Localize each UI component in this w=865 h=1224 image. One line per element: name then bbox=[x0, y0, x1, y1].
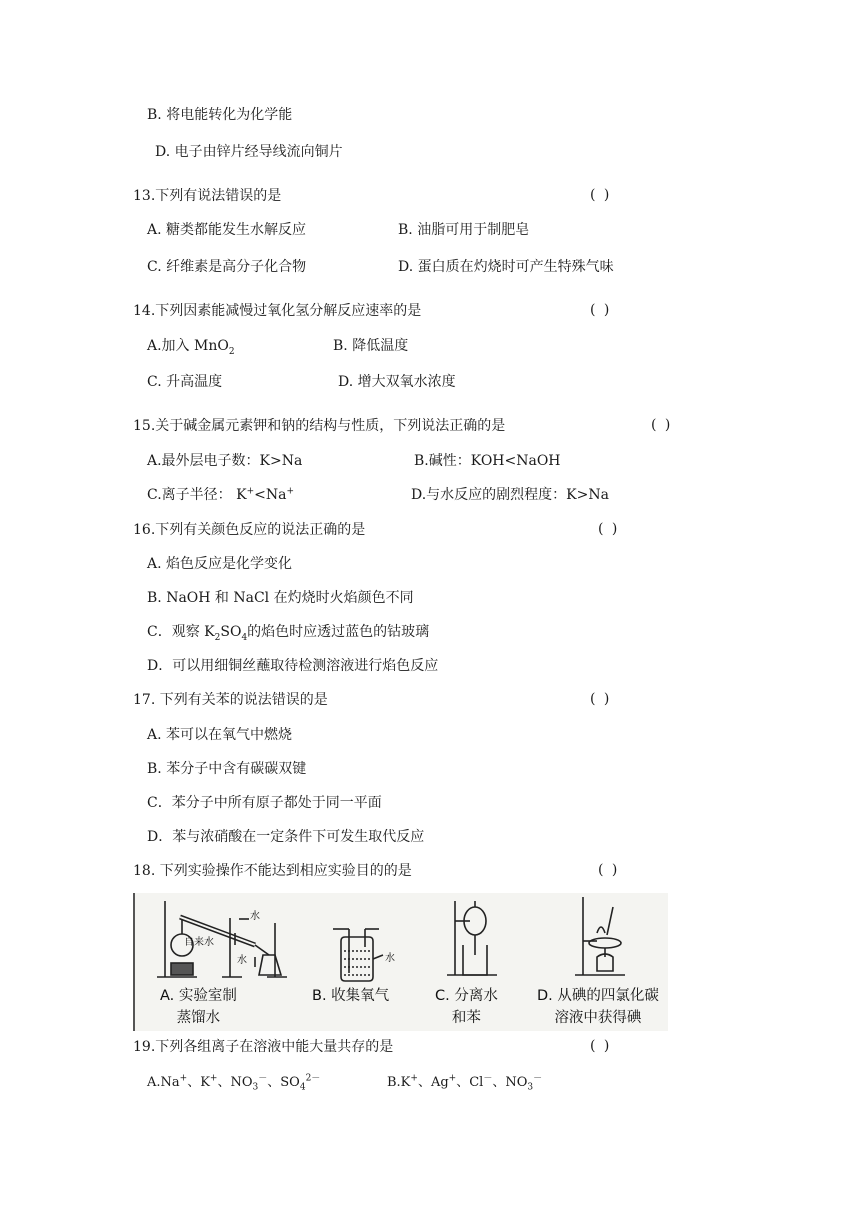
separating-funnel-drawing bbox=[447, 901, 497, 975]
q17-option-a: A. 苯可以在氧气中燃烧 bbox=[147, 727, 293, 743]
caption-b: B. 收集氧气 bbox=[312, 988, 390, 1004]
q13-option-c: C. 纤维素是高分子化合物 bbox=[147, 259, 307, 275]
label-water-bottle: 水 bbox=[385, 953, 395, 964]
q16-option-c: C．观察 $K_2SO_4$的焰色时应透过蓝色的钴玻璃 bbox=[147, 624, 430, 643]
q16-option-b: B. NaOH 和 NaCl 在灼烧时火焰颜色不同 bbox=[147, 590, 414, 606]
q14-option-b: B. 降低温度 bbox=[333, 338, 409, 354]
q14-option-a: A.加入 MnO$_2$ bbox=[147, 338, 235, 357]
q16-option-d: D．可以用细铜丝蘸取待检测溶液进行焰色反应 bbox=[147, 658, 439, 674]
q13-stem: 13.下列有说法错误的是 bbox=[133, 188, 282, 204]
q18-apparatus-figure bbox=[133, 893, 668, 1031]
q14-option-d: D. 增大双氧水浓度 bbox=[338, 374, 456, 390]
q19-option-b: B.K+、Ag+、Cl－、$NO_3^-$ bbox=[387, 1073, 543, 1093]
q13-answer-bracket: ( ) bbox=[590, 187, 612, 203]
label-water-outlet: 水 bbox=[237, 955, 247, 966]
q13-option-a: A. 糖类都能发生水解反应 bbox=[147, 222, 307, 238]
q19-stem: 19.下列各组离子在溶液中能大量共存的是 bbox=[133, 1039, 394, 1055]
q18-answer-bracket: ( ) bbox=[598, 862, 620, 878]
q16-stem: 16.下列有关颜色反应的说法正确的是 bbox=[133, 522, 366, 538]
q17-option-b: B. 苯分子中含有碳碳双键 bbox=[147, 761, 307, 777]
q14-stem: 14.下列因素能减慢过氧化氢分解反应速率的是 bbox=[133, 303, 422, 319]
q16-answer-bracket: ( ) bbox=[598, 521, 620, 537]
q14-answer-bracket: ( ) bbox=[590, 302, 612, 318]
label-tap-water: 自来水 bbox=[184, 937, 214, 948]
q16-option-a: A. 焰色反应是化学变化 bbox=[147, 556, 293, 572]
caption-c: C. 分离水 和苯 bbox=[435, 988, 498, 1026]
q15-option-d: D.与水反应的剧烈程度：K>Na bbox=[411, 487, 609, 503]
distillation-apparatus-drawing bbox=[157, 901, 287, 977]
q12-option-d: D. 电子由锌片经导线流向铜片 bbox=[155, 144, 343, 160]
q15-option-a: A.最外层电子数：K>Na bbox=[147, 453, 303, 469]
caption-d: D. 从碘的四氯化碳 溶液中获得碘 bbox=[537, 988, 659, 1026]
q19-answer-bracket: ( ) bbox=[590, 1038, 612, 1054]
q17-stem: 17. 下列有关苯的说法错误的是 bbox=[133, 692, 328, 708]
q15-stem: 15.关于碱金属元素钾和钠的结构与性质，下列说法正确的是 bbox=[133, 418, 506, 434]
q13-option-d: D. 蛋白质在灼烧时可产生特殊气味 bbox=[398, 259, 614, 275]
q15-option-c: C.离子半径： K+<Na+ bbox=[147, 486, 294, 503]
q19-option-a: A.Na+、K+、$NO_3^-$、$SO_4^{2-}$ bbox=[147, 1073, 321, 1093]
q12-option-b: B. 将电能转化为化学能 bbox=[147, 107, 293, 123]
q14-option-c: C. 升高温度 bbox=[147, 374, 223, 390]
q15-answer-bracket: ( ) bbox=[651, 417, 673, 433]
q13-option-b: B. 油脂可用于制肥皂 bbox=[398, 222, 530, 238]
q17-answer-bracket: ( ) bbox=[590, 691, 612, 707]
evaporation-drawing bbox=[575, 897, 625, 975]
q18-stem: 18. 下列实验操作不能达到相应实验目的的是 bbox=[133, 863, 412, 879]
label-water-inlet: 水 bbox=[250, 911, 260, 922]
caption-a: A. 实验室制 蒸馏水 bbox=[160, 988, 237, 1026]
q15-option-b: B.碱性：KOH<NaOH bbox=[414, 453, 561, 469]
gas-bottle-drawing bbox=[333, 929, 383, 981]
q17-option-d: D．苯与浓硝酸在一定条件下可发生取代反应 bbox=[147, 829, 425, 845]
q17-option-c: C．苯分子中所有原子都处于同一平面 bbox=[147, 795, 382, 811]
